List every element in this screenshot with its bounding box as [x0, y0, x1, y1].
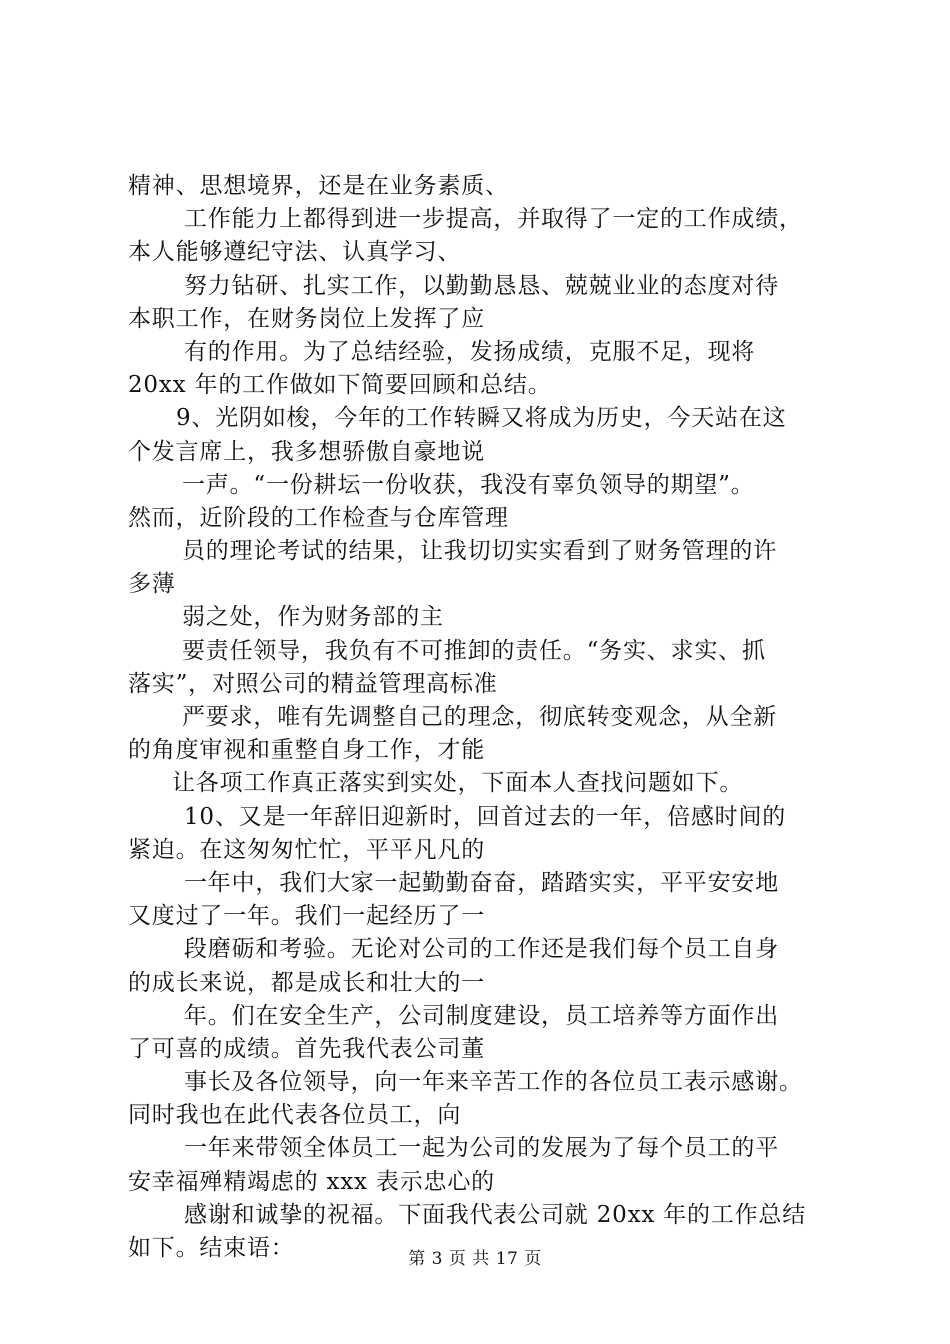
text-line: 员的理论考试的结果，让我切切实实看到了财务管理的许	[182, 538, 777, 565]
text-line: 要责任领导，我负有不可推卸的责任。“务实、求实、抓	[182, 637, 766, 664]
text-line: 9、光阴如梭，今年的工作转瞬又将成为历史，今天站在这	[176, 405, 787, 432]
text-line: 一年中，我们大家一起勤勤奋奋，踏踏实实，平平安安地	[184, 869, 779, 896]
text-line: 让各项工作真正落实到实处，下面本人查找问题如下。	[172, 770, 744, 797]
text-line: 本人能够遵纪守法、认真学习、	[128, 239, 462, 266]
text-line: 个发言席上，我多想骄傲自豪地说	[128, 438, 485, 465]
text-line: 落实”，对照公司的精益管理高标准	[128, 670, 498, 697]
text-line: 事长及各位领导，向一年来辛苦工作的各位员工表示感谢。	[184, 1069, 803, 1096]
text-line: 多薄	[128, 571, 176, 598]
text-line: 年。们在安全生产，公司制度建设，员工培养等方面作出	[184, 1002, 779, 1029]
text-line: 同时我也在此代表各位员工，向	[128, 1102, 462, 1129]
text-line: 段磨砺和考验。无论对公司的工作还是我们每个员工自身	[184, 936, 779, 963]
text-line: 弱之处，作为财务部的主	[182, 604, 444, 631]
text-line: 然而，近阶段的工作检查与仓库管理	[128, 504, 509, 531]
text-line: 安幸福殚精竭虑的 xxx 表示忠心的	[128, 1168, 495, 1195]
text-line: 严要求，唯有先调整自己的理念，彻底转变观念，从全新	[182, 704, 777, 730]
text-line: 一年来带领全体员工一起为公司的发展为了每个员工的平	[184, 1135, 779, 1162]
text-line: 本职工作，在财务岗位上发挥了应	[128, 305, 485, 332]
text-line: 工作能力上都得到进一步提高，并取得了一定的工作成绩，	[184, 206, 803, 233]
text-line: 感谢和诚挚的祝福。下面我代表公司就 20xx 年的工作总结	[184, 1201, 807, 1228]
document-body	[128, 170, 858, 1265]
text-line: 的成长来说，都是成长和壮大的一	[128, 969, 485, 996]
text-line: 紧迫。在这匆匆忙忙，平平凡凡的	[128, 836, 485, 863]
text-line: 有的作用。为了总结经验，发扬成绩，克服不足，现将	[184, 338, 756, 365]
text-line: 10、又是一年辞旧迎新时，回首过去的一年，倍感时间的	[184, 803, 787, 830]
text-line: 如下。结束语：	[128, 1235, 295, 1261]
text-line: 了可喜的成绩。首先我代表公司董	[128, 1035, 485, 1062]
text-line: 努力钻研、扎实工作，以勤勤恳恳、兢兢业业的态度对待	[184, 272, 779, 299]
text-line: 精神、思想境界，还是在业务素质、	[128, 173, 509, 199]
text-line: 的角度审视和重整自身工作，才能	[128, 737, 485, 764]
text-line: 20xx 年的工作做如下简要回顾和总结。	[128, 372, 552, 399]
text-line: 一声。“一份耕坛一份收获，我没有辜负领导的期望”。	[182, 471, 755, 498]
page-footer: 第 3 页 共 17 页	[408, 1249, 542, 1269]
text-line: 又度过了一年。我们一起经历了一	[128, 903, 485, 930]
